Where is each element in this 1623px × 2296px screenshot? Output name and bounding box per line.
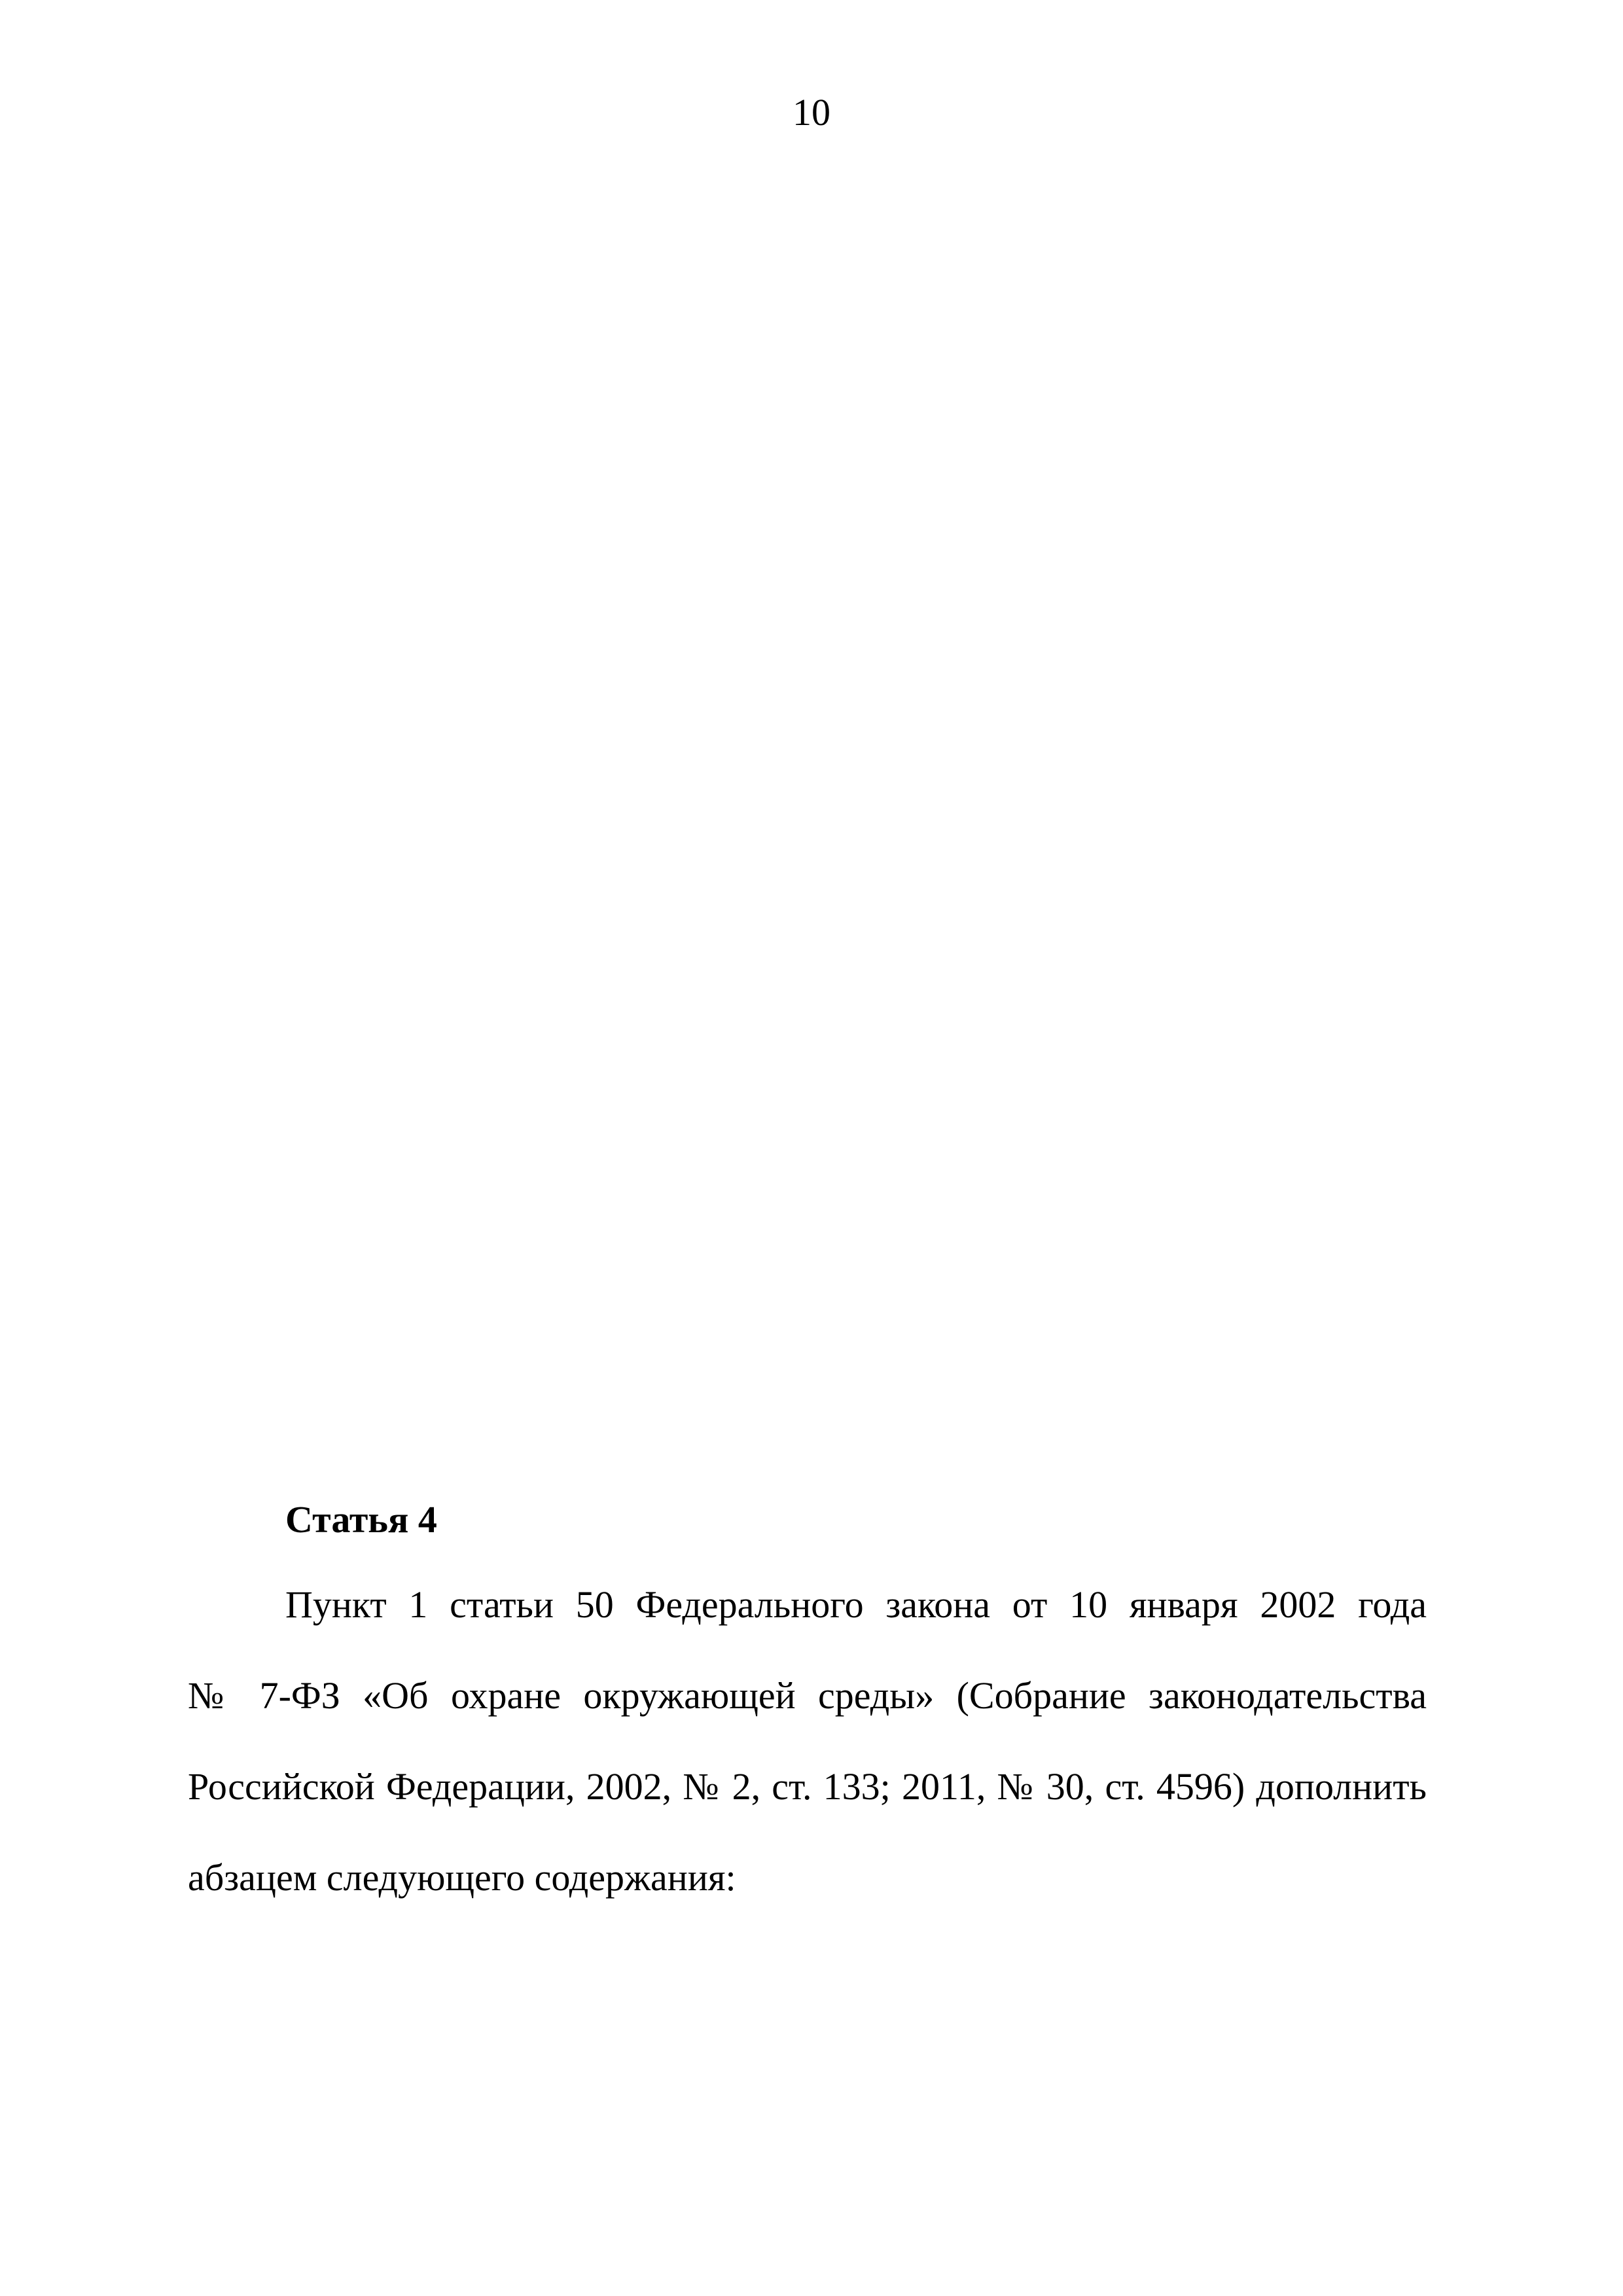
article-text-line: Российской Федерации, 2002, № 2, ст. 133; 2011, № 30, ст. 4596) дополнить — [188, 1765, 1427, 1808]
article-body — [188, 1584, 1427, 1948]
article-text-line: Пункт 1 статьи 50 Федерального закона от 10 января 2002 года — [285, 1583, 1427, 1626]
article-text-line: абзацем следующего содержания: — [188, 1856, 736, 1899]
article-heading: Статья 4 — [285, 1498, 437, 1541]
page-number: 10 — [793, 91, 830, 134]
article-text-line: № 7-ФЗ «Об охране окружающей среды» (Собрание законодательства — [188, 1674, 1427, 1717]
